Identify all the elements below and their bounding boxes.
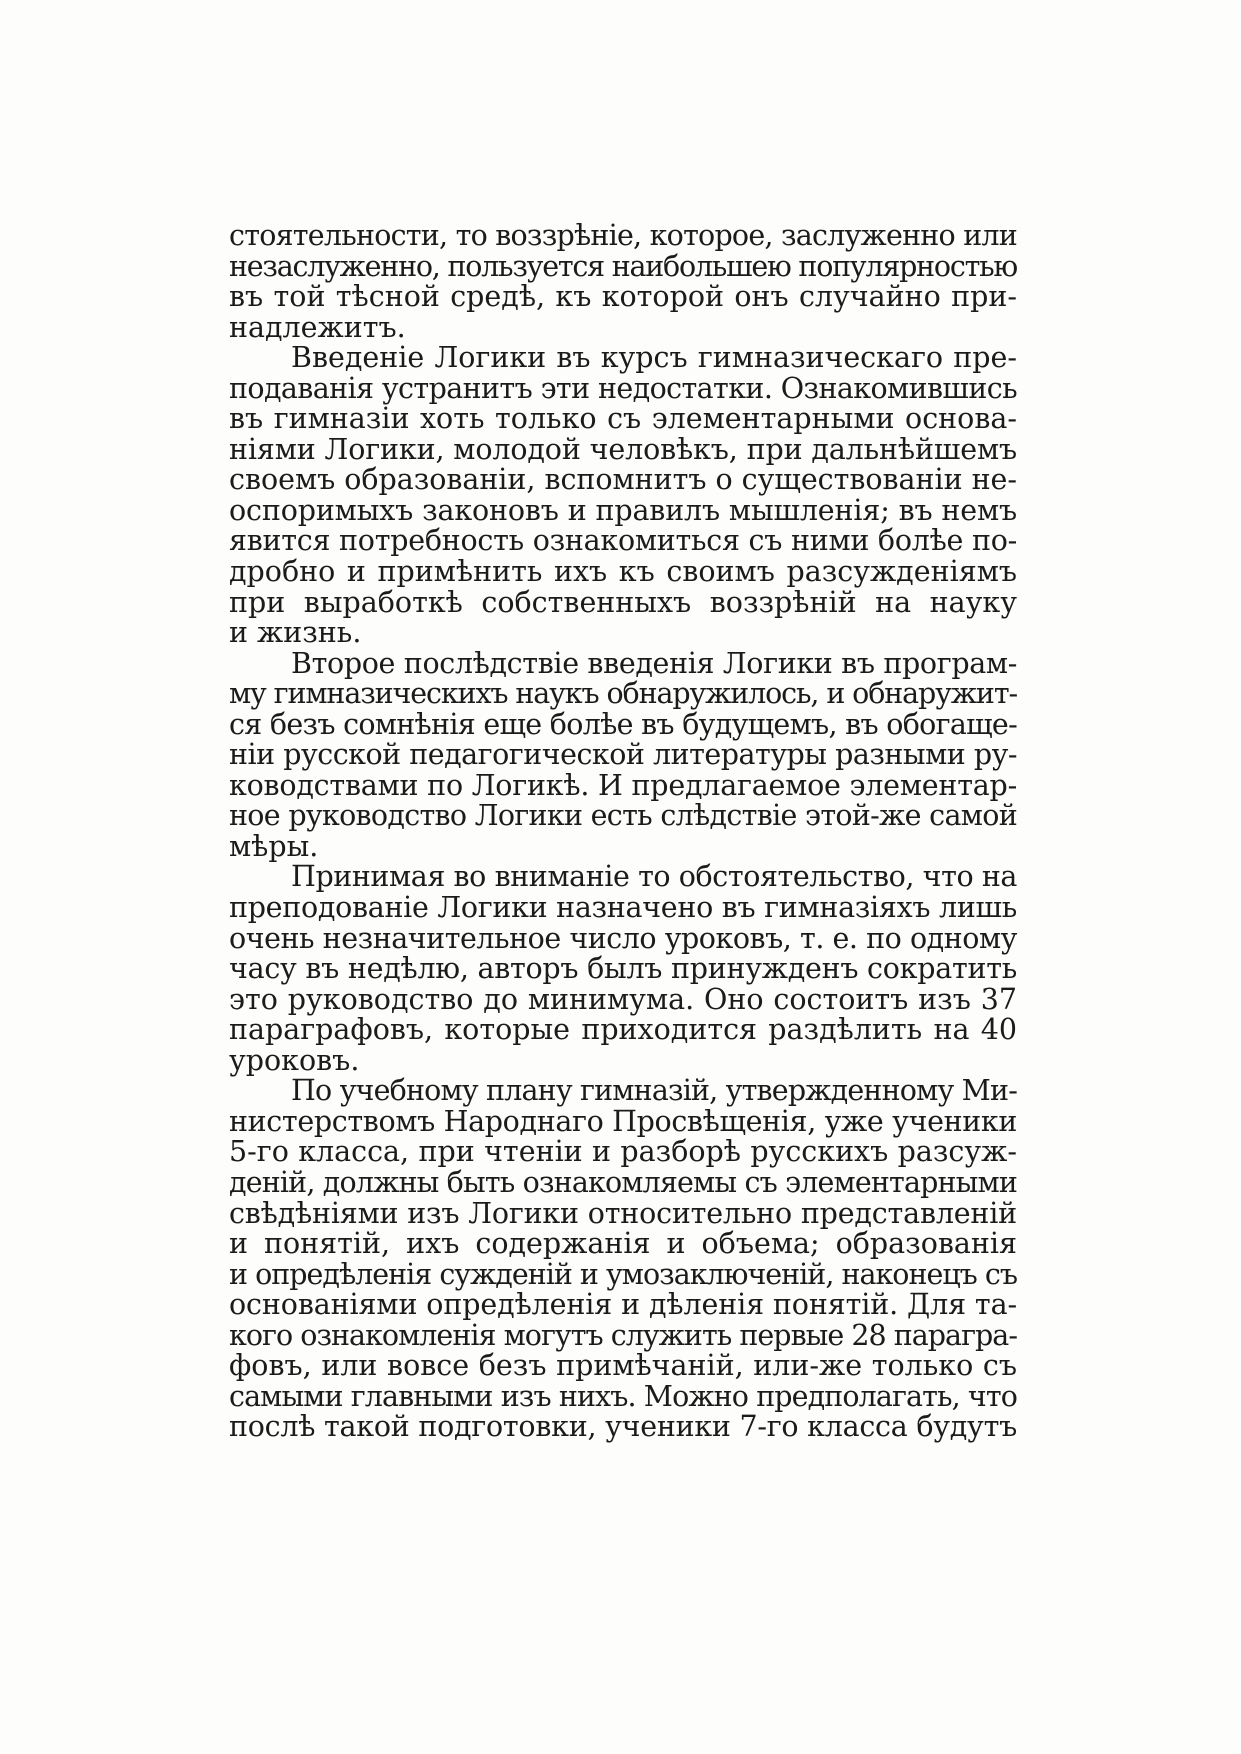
text-line: ководствами по Логикѣ. И предлагаемое элементар-	[229, 768, 1017, 802]
text-line: въ той тѣсной средѣ, къ которой онъ случайно при-	[229, 280, 1017, 314]
text-line: 5-го класса, при чтеніи и разборѣ русскихъ разсуж-	[229, 1135, 1017, 1169]
text-line: мѣры.	[229, 829, 319, 863]
text-line: параграфовъ, которые приходится раздѣлить на 40	[229, 1013, 1017, 1047]
paragraph	[229, 221, 1017, 343]
text-line: ное руководство Логики есть слѣдствіе этой-же самой	[229, 799, 1017, 833]
text-line: Второе послѣдствіе введенія Логики въ програм-	[291, 646, 1017, 680]
text-line: ніями Логики, молодой человѣкъ, при дальнѣйшемъ	[229, 432, 1017, 466]
text-line: своемъ образованіи, вспомнитъ о существованіи не-	[229, 463, 1017, 497]
text-line: незаслуженно, пользуется наибольшею популярностью	[229, 249, 1017, 283]
paragraph	[229, 1076, 1017, 1443]
text-line: часу въ недѣлю, авторъ былъ принужденъ сократить	[229, 952, 1017, 986]
text-line: стоятельности, то воззрѣніе, которое, заслуженно или	[229, 219, 1017, 252]
text-line: нистерствомъ Народнаго Просвѣщенія, уже ученики	[229, 1104, 1017, 1138]
text-line: это руководство до минимума. Оно состоитъ изъ 37	[229, 982, 1017, 1016]
text-line: преподованіе Логики назначено въ гимназіяхъ лишь	[229, 891, 1017, 925]
paragraph	[229, 343, 1017, 648]
text-line: оспоримыхъ законовъ и правилъ мышленія; въ немъ	[229, 493, 1017, 527]
text-line: фовъ, или вовсе безъ примѣчаній, или-же только съ	[229, 1349, 1017, 1383]
text-line: деній, должны быть ознакомляемы съ элементарными	[229, 1165, 1017, 1199]
text-line: му гимназическихъ наукъ обнаружилось, и обнаружит-	[229, 677, 1017, 711]
text-line: въ гимназіи хоть только съ элементарными основа-	[229, 402, 1017, 436]
text-line: надлежитъ.	[229, 310, 406, 344]
paragraph	[229, 862, 1017, 1076]
page-body-text	[229, 221, 1017, 1443]
text-line: и жизнь.	[229, 616, 362, 650]
text-line: дробно и примѣнить ихъ къ своимъ разсужденіямъ	[229, 555, 1017, 589]
text-line: явится потребность ознакомиться съ ними болѣе по-	[229, 524, 1017, 558]
text-line: Принимая во вниманіе то обстоятельство, что на	[291, 860, 1017, 894]
text-line: свѣдѣніями изъ Логики относительно представленій	[229, 1196, 1017, 1230]
text-line: Введеніе Логики въ курсъ гимназическаго пре-	[291, 341, 1017, 375]
text-line: кого ознакомленія могутъ служить первые 28 парагра-	[229, 1318, 1017, 1352]
text-line: По учебному плану гимназій, утвержденному Ми-	[291, 1074, 1017, 1108]
text-line: ніи русской педагогической литературы разными ру-	[229, 738, 1017, 772]
text-line: и опредѣленія сужденій и умозаключеній, наконецъ съ	[229, 1257, 1017, 1291]
text-line: уроковъ.	[229, 1043, 360, 1077]
text-line: и понятій, ихъ содержанія и объема; образованія	[229, 1227, 1017, 1261]
text-line: при выработкѣ собственныхъ воззрѣній на науку	[229, 585, 1017, 619]
text-line: очень незначительное число уроковъ, т. е. по одному	[229, 921, 1017, 955]
paragraph	[229, 646, 1017, 863]
text-line: послѣ такой подготовки, ученики 7-го класса будутъ	[229, 1410, 1017, 1444]
text-line: самыми главными изъ нихъ. Можно предполагать, что	[229, 1379, 1017, 1413]
text-line: основаніями опредѣленія и дѣленія понятій. Для та-	[229, 1288, 1017, 1322]
text-line: ся безъ сомнѣнія еще болѣе въ будущемъ, въ обогаще-	[229, 707, 1017, 741]
text-line: подаванія устранитъ эти недостатки. Ознакомившись	[229, 371, 1017, 405]
